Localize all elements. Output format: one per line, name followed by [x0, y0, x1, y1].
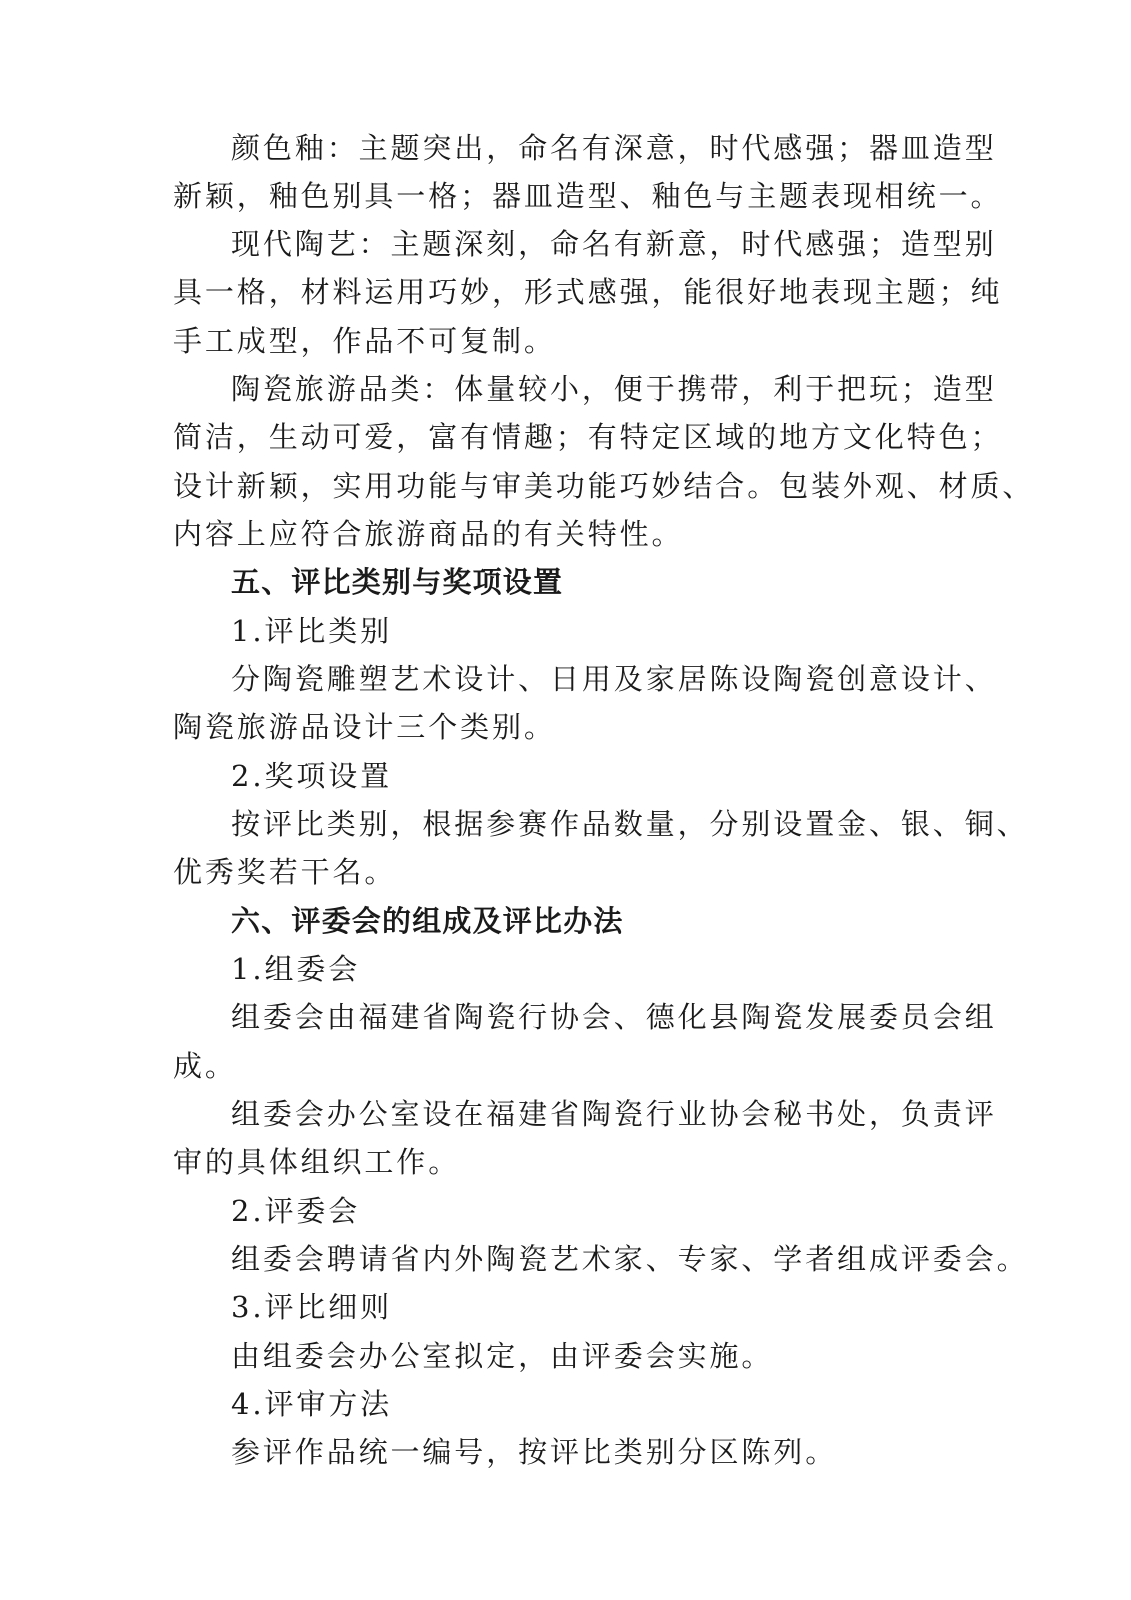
paragraph-line: 现代陶艺：主题深刻，命名有新意，时代感强；造型别: [231, 227, 997, 261]
paragraph-line: 陶瓷旅游品设计三个类别。: [173, 710, 556, 744]
paragraph-line: 简洁，生动可爱，富有情趣；有特定区域的地方文化特色；: [173, 420, 1003, 454]
paragraph-line: 颜色釉：主题突出，命名有深意，时代感强；器皿造型: [231, 131, 997, 165]
paragraph-line: 新颖，釉色别具一格；器皿造型、釉色与主题表现相统一。: [173, 179, 1003, 213]
paragraph-line: 参评作品统一编号，按评比类别分区陈列。: [231, 1435, 838, 1469]
paragraph-line: 审的具体组织工作。: [173, 1145, 461, 1179]
subsection-heading: 3.评比细则: [231, 1290, 393, 1324]
subsection-heading: 2.评委会: [231, 1194, 361, 1228]
paragraph-line: 组委会办公室设在福建省陶瓷行业协会秘书处，负责评: [231, 1097, 997, 1131]
paragraph-line: 具一格，材料运用巧妙，形式感强，能很好地表现主题；纯: [173, 275, 1003, 309]
paragraph-line: 组委会聘请省内外陶瓷艺术家、专家、学者组成评委会。: [231, 1242, 1029, 1276]
paragraph-line: 优秀奖若干名。: [173, 855, 397, 889]
subsection-heading: 1.组委会: [231, 952, 361, 986]
paragraph-line: 成。: [173, 1049, 237, 1083]
paragraph-line: 由组委会办公室拟定，由评委会实施。: [231, 1339, 774, 1373]
section-heading: 六、评委会的组成及评比办法: [231, 904, 624, 938]
subsection-heading: 1.评比类别: [231, 614, 393, 648]
paragraph-line: 设计新颖，实用功能与审美功能巧妙结合。包装外观、材质、: [173, 469, 1035, 503]
subsection-heading: 4.评审方法: [231, 1387, 393, 1421]
paragraph-line: 陶瓷旅游品类：体量较小，便于携带，利于把玩；造型: [231, 372, 997, 406]
paragraph-line: 手工成型，作品不可复制。: [173, 324, 556, 358]
paragraph-line: 内容上应符合旅游商品的有关特性。: [173, 517, 684, 551]
paragraph-line: 按评比类别，根据参赛作品数量，分别设置金、银、铜、: [231, 807, 1029, 841]
subsection-heading: 2.奖项设置: [231, 759, 393, 793]
section-heading: 五、评比类别与奖项设置: [231, 565, 564, 599]
paragraph-line: 组委会由福建省陶瓷行协会、德化县陶瓷发展委员会组: [231, 1000, 997, 1034]
paragraph-line: 分陶瓷雕塑艺术设计、日用及家居陈设陶瓷创意设计、: [231, 662, 997, 696]
